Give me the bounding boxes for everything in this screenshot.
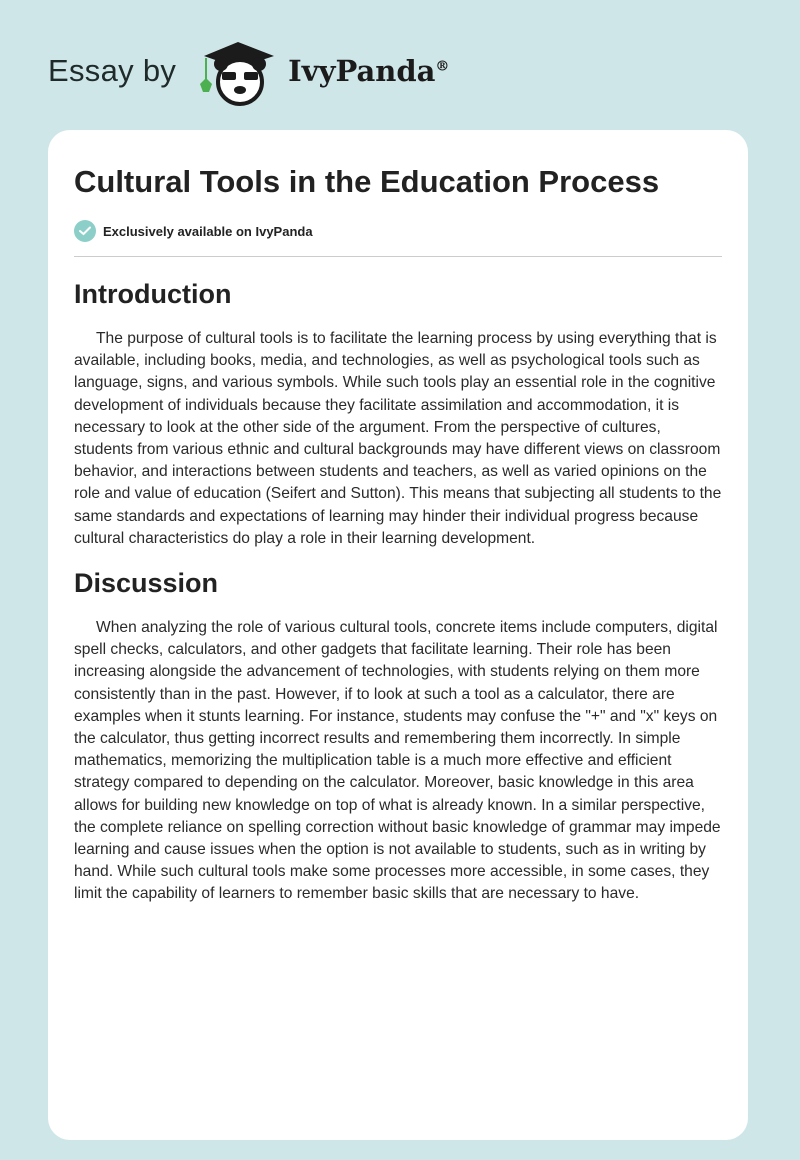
section-heading-discussion: Discussion xyxy=(74,568,219,599)
exclusive-badge xyxy=(74,220,722,242)
check-icon xyxy=(74,220,96,242)
essay-by-label: Essay by xyxy=(48,53,177,88)
section-paragraph: When analyzing the role of various cultural tools, concrete items include computers, digital spell checks, calculators, and other gadgets that facilitate learning. Their role has been increasing alongside the advancement of technologies, with students relying on them more consistently than in the past. However, if to look at such a tool as a calculator, there are examples when it stunts learning. For instance, students may confuse the "+" and "x" keys on the calculator, thus getting incorrect results and remembering them incorrectly. In simple mathematics, memorizing the multiplication table is a much more effective and efficient strategy compared to depending on the calculator. Moreover, basic knowledge in this area allows for building new knowledge on top of what is already known. In a similar perspective, the complete reliance on spelling correction without basic knowledge of grammar may impede learning and cause issues when the option is not available to students, such as in writing by hand. While such cultural tools make some processes more accessible, in some cases, they limit the capability of learners to remember basic skills that are necessary to have. xyxy=(74,619,721,903)
brand-name: IvyPanda® xyxy=(288,54,450,88)
essay-title: Cultural Tools in the Education Process xyxy=(74,164,660,199)
panda-logo-icon xyxy=(194,36,280,106)
ivypanda-logo[interactable] xyxy=(194,36,449,106)
essay-card xyxy=(48,130,748,1140)
site-header xyxy=(48,36,449,106)
section-paragraph: The purpose of cultural tools is to facilitate the learning process by using everything that is available, including books, media, and technologies, as well as psychological tools such as language, signs, and various symbols. While such tools play an essential role in the cognitive development of individuals because they facilitate assimilation and accommodation, it is necessary to look at the other side of the argument. From the perspective of cultures, students from various ethnic and cultural backgrounds may have different views on classroom behavior, and interactions between students and teachers, as well as varied opinions on the role and value of education (Seifert and Sutton). This means that subjecting all students to the same standards and expectations of learning may hinder their individual progress because cultural characteristics do play a role in their learning development. xyxy=(74,330,722,547)
section-heading-introduction: Introduction xyxy=(74,279,232,309)
divider xyxy=(74,256,722,257)
badge-text: Exclusively available on IvyPanda xyxy=(103,223,313,239)
